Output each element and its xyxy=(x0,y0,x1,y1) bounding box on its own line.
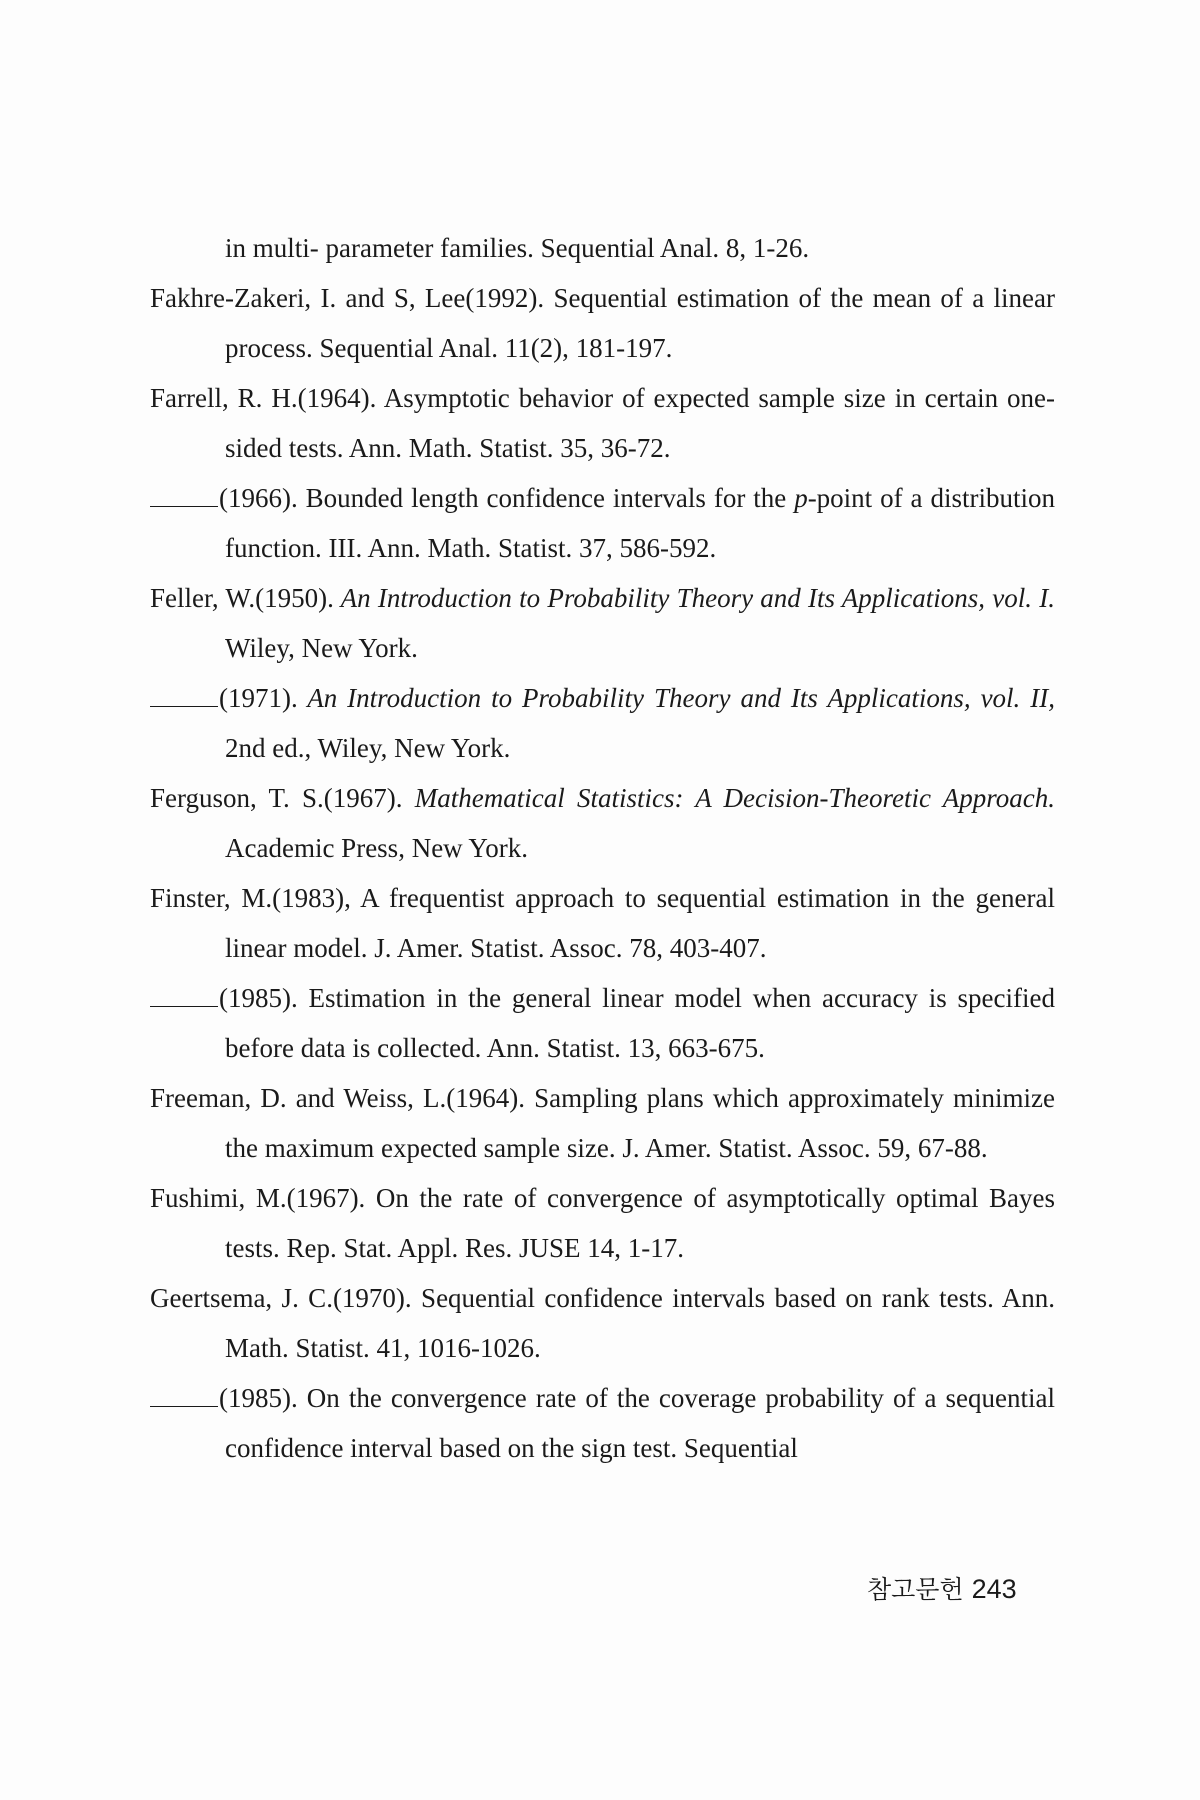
reference-author: Fushimi, M.(1967). xyxy=(150,1183,366,1213)
reference-title: An Introduction to Probability Theory and Its Applications, vol. II, xyxy=(297,683,1055,713)
reference-entry xyxy=(150,1173,1055,1273)
reference-text: in multi- parameter families. Sequential Anal. 8, 1-26. xyxy=(225,233,810,263)
reference-variable: p xyxy=(794,483,808,513)
reference-entry xyxy=(150,373,1055,473)
reference-year: (1971). xyxy=(219,683,298,713)
reference-entry xyxy=(150,1073,1055,1173)
footer-section-title: 참고문헌 xyxy=(867,1575,964,1604)
reference-entry xyxy=(150,673,1055,773)
reference-text: Wiley, New York. xyxy=(225,633,418,663)
reference-entry xyxy=(150,973,1055,1073)
reference-text: On the rate of convergence of asymptotically optimal Bayes tests. Rep. Stat. Appl. Res. JUSE 14, 1-17. xyxy=(225,1183,1055,1263)
reference-author: Ferguson, T. S.(1967). xyxy=(150,783,403,813)
reference-entry xyxy=(150,273,1055,373)
reference-entry xyxy=(150,223,1055,273)
repeat-author-dash xyxy=(150,506,218,507)
reference-author: Fakhre-Zakeri, I. and S, Lee(1992). xyxy=(150,283,545,313)
reference-title: An Introduction to Probability Theory and Its Applications, vol. I. xyxy=(333,583,1055,613)
reference-text: 2nd ed., Wiley, New York. xyxy=(225,733,511,763)
reference-entry xyxy=(150,773,1055,873)
reference-title: Mathematical Statistics: A Decision-Theoretic Approach. xyxy=(402,783,1055,813)
reference-text: -point of a distribution function. III. Ann. Math. Statist. 37, 586-592. xyxy=(225,483,1055,563)
reference-text: On the convergence rate of the coverage probability of a sequential confidence interval based on the sign test. Sequential xyxy=(225,1383,1055,1463)
reference-entry xyxy=(150,473,1055,573)
reference-author: Farrell, R. H.(1964). xyxy=(150,383,377,413)
repeat-author-dash xyxy=(150,1006,218,1007)
reference-text: Sequential confidence intervals based on rank tests. Ann. Math. Statist. 41, 1016-1026. xyxy=(225,1283,1055,1363)
reference-text: Bounded length confidence intervals for the xyxy=(297,483,795,513)
page-footer xyxy=(867,1570,1017,1606)
reference-text: Asymptotic behavior of expected sample size in certain one-sided tests. Ann. Math. Statist. 35, 36-72. xyxy=(225,383,1055,463)
reference-entry xyxy=(150,1373,1055,1473)
reference-text: Academic Press, New York. xyxy=(225,833,528,863)
repeat-author-dash xyxy=(150,1406,218,1407)
reference-text: Sequential estimation of the mean of a linear process. Sequential Anal. 11(2), 181-197. xyxy=(225,283,1055,363)
reference-text: A frequentist approach to sequential estimation in the general linear model. J. Amer. Statist. Assoc. 78, 403-407. xyxy=(225,883,1055,963)
repeat-author-dash xyxy=(150,706,218,707)
reference-entry xyxy=(150,873,1055,973)
reference-year: (1985). xyxy=(219,1383,298,1413)
reference-text: Sampling plans which approximately minimize the maximum expected sample size. J. Amer. Statist. Assoc. 59, 67-88. xyxy=(225,1083,1055,1163)
reference-year: (1966). xyxy=(219,483,298,513)
reference-entry xyxy=(150,1273,1055,1373)
reference-text: Estimation in the general linear model when accuracy is specified before data is collected. Ann. Statist. 13, 663-675. xyxy=(225,983,1055,1063)
reference-entry xyxy=(150,573,1055,673)
page-number: 243 xyxy=(971,1574,1017,1604)
reference-author: Geertsema, J. C.(1970). xyxy=(150,1283,412,1313)
reference-author: Freeman, D. and Weiss, L.(1964). xyxy=(150,1083,525,1113)
reference-author: Feller, W.(1950). xyxy=(150,583,334,613)
reference-author: Finster, M.(1983), xyxy=(150,883,351,913)
reference-list xyxy=(150,223,1055,1473)
reference-year: (1985). xyxy=(219,983,298,1013)
